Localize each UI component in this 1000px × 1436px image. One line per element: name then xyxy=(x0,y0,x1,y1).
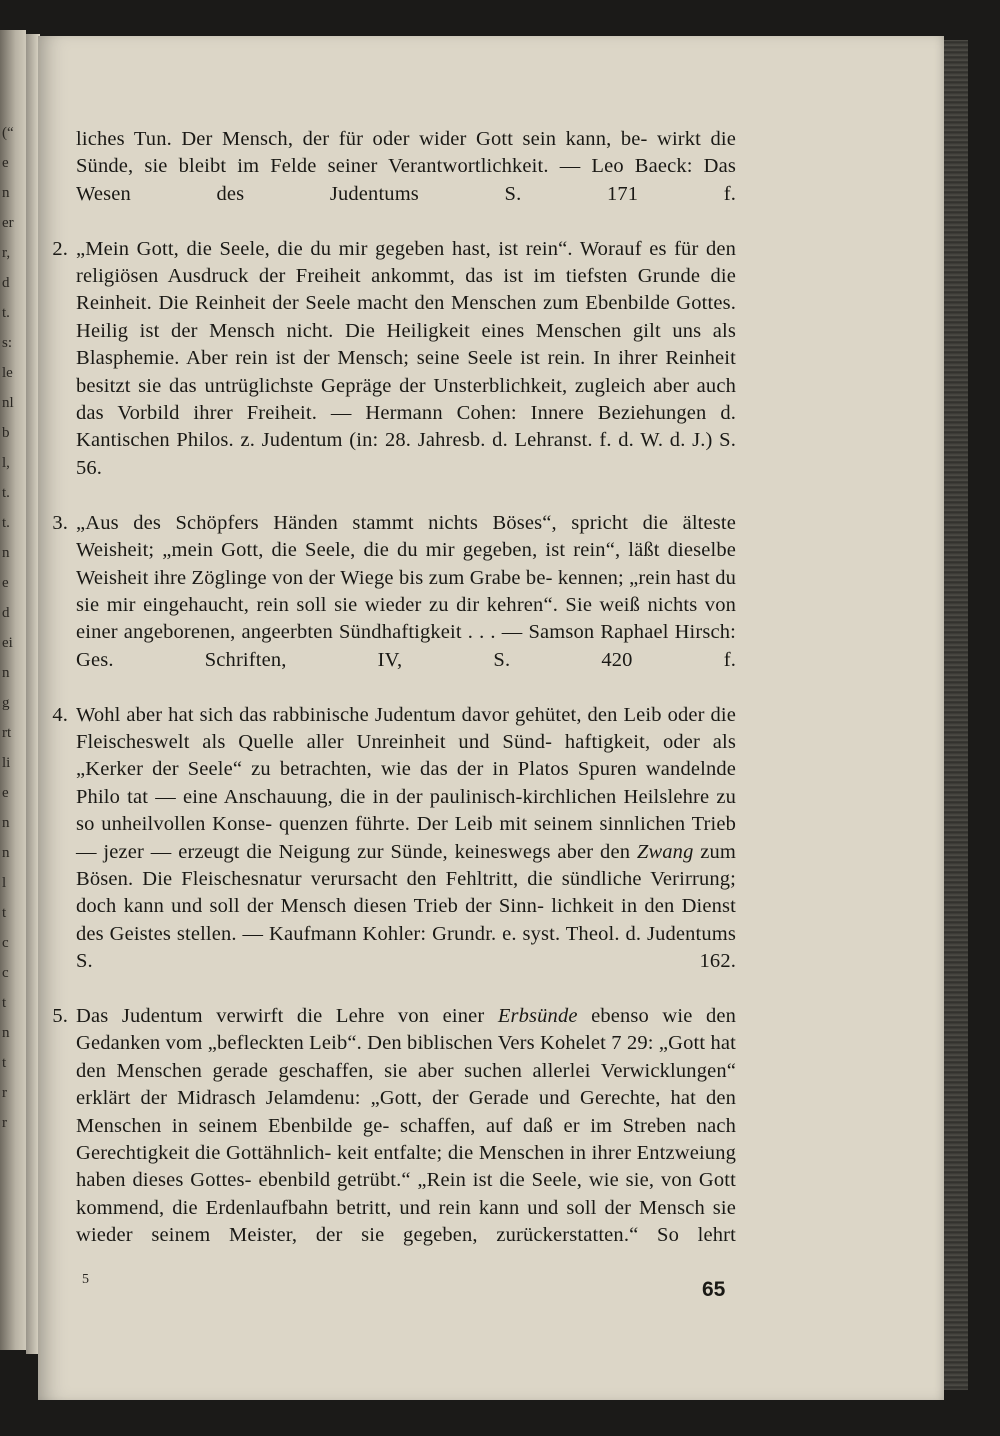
footnote-number: 2. xyxy=(52,237,68,260)
text-line: lichkeit in den Dienst des Geistes stellen. — Kaufmann Kohler: xyxy=(76,895,736,945)
text-line: tiefsten Grunde die Reinheit. Die Reinheit der Seele macht den xyxy=(76,265,736,315)
facing-page-fragment: nl xyxy=(2,395,14,411)
facing-page-fragment: n xyxy=(2,815,10,831)
footnote-5 xyxy=(52,1003,736,1277)
footnote-3 xyxy=(52,510,736,702)
previous-page-edge xyxy=(0,30,26,1350)
text-line: Leo Baeck: Das Wesen des Judentums S. 171 f. xyxy=(76,155,736,205)
text-line: der Mensch; seine Seele ist rein. In ihrer Reinheit besitzt sie das xyxy=(76,347,736,397)
facing-page-fragment: rt xyxy=(2,725,12,741)
facing-page-fragment: n xyxy=(2,545,10,561)
footnote-number: 3. xyxy=(52,511,68,534)
facing-page-fragment: l xyxy=(2,875,7,891)
facing-page-fragment: r xyxy=(2,1115,7,1131)
text-line: Wohl aber hat sich das rabbinische Judentum davor gehütet, den xyxy=(76,703,618,726)
footnote-2 xyxy=(52,236,737,510)
facing-page-fragment: r xyxy=(2,1085,7,1101)
text-line: die Erdenlaufbahn betritt, und rein kann und soll der Mensch sie xyxy=(172,1196,736,1219)
facing-page-fragment: n xyxy=(2,1025,10,1041)
text-line: untrüglichste Gepräge der Unsterblichkeit, zugleich aber auch das xyxy=(76,374,736,425)
page-number: 65 xyxy=(702,1278,726,1301)
facing-page-fragment: n xyxy=(2,185,10,201)
facing-page-fragment: (“ xyxy=(2,125,14,141)
text-line: dir kehren“. Sie weiß nichts von einer angeborenen, angeerbten xyxy=(76,593,736,644)
text-line: in Platos Spuren wandelnde Philo tat — eine Anschauung, die in xyxy=(76,758,736,808)
text-line: Sündhaftigkeit . . . — Samson Raphael Hirsch: Ges. Schriften, IV, xyxy=(76,621,736,671)
facing-page-fragment: d xyxy=(2,275,10,291)
facing-page-fragment: t. xyxy=(2,485,10,501)
facing-page-fragment: li xyxy=(2,755,11,771)
footnotes-block xyxy=(52,126,737,1277)
text-line: Vorbild ihrer Freiheit. — Hermann Cohen: Innere Beziehungen d. xyxy=(117,402,737,425)
facing-page-fragment: s: xyxy=(2,335,13,351)
facing-page-fragment: t. xyxy=(2,515,10,531)
footnote-number: 4. xyxy=(52,703,68,726)
facing-page-fragment: le xyxy=(2,365,13,381)
text-line: erzeugt die Neigung zur Sünde, keineswegs aber den Zwang zum xyxy=(178,840,736,863)
facing-page-fragment: c xyxy=(2,935,9,951)
facing-page-fragment: er xyxy=(2,215,14,231)
facing-page-fragment: e xyxy=(2,785,9,801)
text-line: schaffen, auf daß er im Streben nach Gerechtigkeit die Gottähnlich- xyxy=(76,1114,736,1165)
text-line: Leib oder die Fleischeswelt als Quelle aller Unreinheit und Sünd- xyxy=(76,703,736,753)
text-line: dieselbe Weisheit ihre Zöglinge von der Wiege bis zum Grabe be- xyxy=(76,539,736,589)
text-line: den Gedanken vom „befleckten Leib“. Den biblischen Vers Kohelet xyxy=(76,1005,736,1055)
text-line: es für den religiösen Ausdruck der Freiheit ankommt, das ist im xyxy=(76,237,736,288)
footnote-number: 5. xyxy=(52,1005,68,1027)
facing-page-fragment: ei xyxy=(2,635,13,651)
text-line: Gerade und Gerechte, hat den Menschen in seinem Ebenbilde ge- xyxy=(76,1087,736,1137)
text-line: liches Tun. Der Mensch, der für oder wider Gott sein kann, be- xyxy=(76,128,648,150)
text-line: „Mein Gott, die Seele, die du mir gegeben hast, ist rein“. Worauf xyxy=(76,237,642,260)
text-line: Menschen zum Ebenbilde Gottes. Heilig ist der Mensch nicht. Die xyxy=(76,292,737,342)
facing-page-fragment: b xyxy=(2,425,10,441)
text-line: keit entfalte; die Menschen in ihrer Entzweiung haben dieses Gottes- xyxy=(76,1142,736,1192)
text-line: allerlei Verwicklungen“ erklärt der Midrasch Jelamdenu: „Gott, der xyxy=(76,1059,736,1110)
text-line: Verirrung; doch kann und soll der Mensch diesen Trieb der Sinn- xyxy=(76,867,737,918)
text-line: S. 420 f. xyxy=(493,648,736,671)
text-line: wieder seinem Meister, der sie gegeben, zurückerstatten.“ So lehrt xyxy=(76,1224,736,1247)
facing-page-fragment: e xyxy=(2,575,9,591)
facing-page-fragment: e xyxy=(2,155,9,171)
text-line: Grundr. e. syst. Theol. d. Judentums S. 162. xyxy=(76,922,736,973)
text-line: quenzen führte. Der Leib mit seinem sinnlichen Trieb — jezer — xyxy=(76,813,737,863)
facing-page-fragment: c xyxy=(2,965,9,981)
text-line: ebenbild getrübt.“ „Rein ist die Seele, wie sie, von Gott kommend, xyxy=(76,1169,736,1219)
text-line: W. d. J.) S. 56. xyxy=(76,429,736,479)
text-line: „Aus des Schöpfers Händen stammt nichts Böses“, spricht die älteste xyxy=(76,511,736,534)
footnote-4 xyxy=(52,702,737,1003)
book-cover-edge xyxy=(944,40,968,1390)
text-line: haftigkeit, oder als „Kerker der Seele“ zu betrachten, wie das der xyxy=(76,730,736,781)
signature-mark: 5 xyxy=(82,1272,89,1287)
footnote-continuation xyxy=(76,126,736,236)
text-line: Heiligkeit eines Menschen gilt uns als Blasphemie. Aber rein ist xyxy=(76,319,737,370)
facing-page-fragment: n xyxy=(2,845,10,861)
facing-page-fragment: n xyxy=(2,665,10,681)
text-line: 7 29: „Gott hat den Menschen gerade geschaffen, sie aber suchen xyxy=(76,1032,736,1082)
text-line: kennen; „rein hast du sie mir eingehaucht, rein soll sie wieder zu xyxy=(76,566,736,616)
facing-page-fragment: t xyxy=(2,995,7,1011)
text-line: Weisheit; „mein Gott, die Seele, die du mir gegeben, ist rein“, läßt xyxy=(76,539,660,562)
facing-page-fragment: r, xyxy=(2,245,11,261)
facing-page-fragment: l, xyxy=(2,455,10,471)
facing-page-fragment: g xyxy=(2,695,10,711)
facing-page-fragment: t xyxy=(2,1055,7,1071)
facing-page-fragment: t xyxy=(2,905,7,921)
facing-page-fragment: t. xyxy=(2,305,10,321)
text-line: Kantischen Philos. z. Judentum (in: 28. Jahresb. d. Lehranst. f. d. xyxy=(76,429,634,452)
text-line: Bösen. Die Fleischesnatur verursacht den Fehltritt, die sündliche xyxy=(76,867,642,890)
facing-page-fragment: d xyxy=(2,605,10,621)
text-line: der paulinisch-kirchlichen Heilslehre zu so unheilvollen Konse- xyxy=(76,785,736,836)
text-line: Das Judentum verwirft die Lehre von einer Erbsünde ebenso wie xyxy=(76,1005,693,1027)
text-line: wirkt die Sünde, sie bleibt im Felde seiner Verantwortlichkeit. — xyxy=(76,128,736,178)
